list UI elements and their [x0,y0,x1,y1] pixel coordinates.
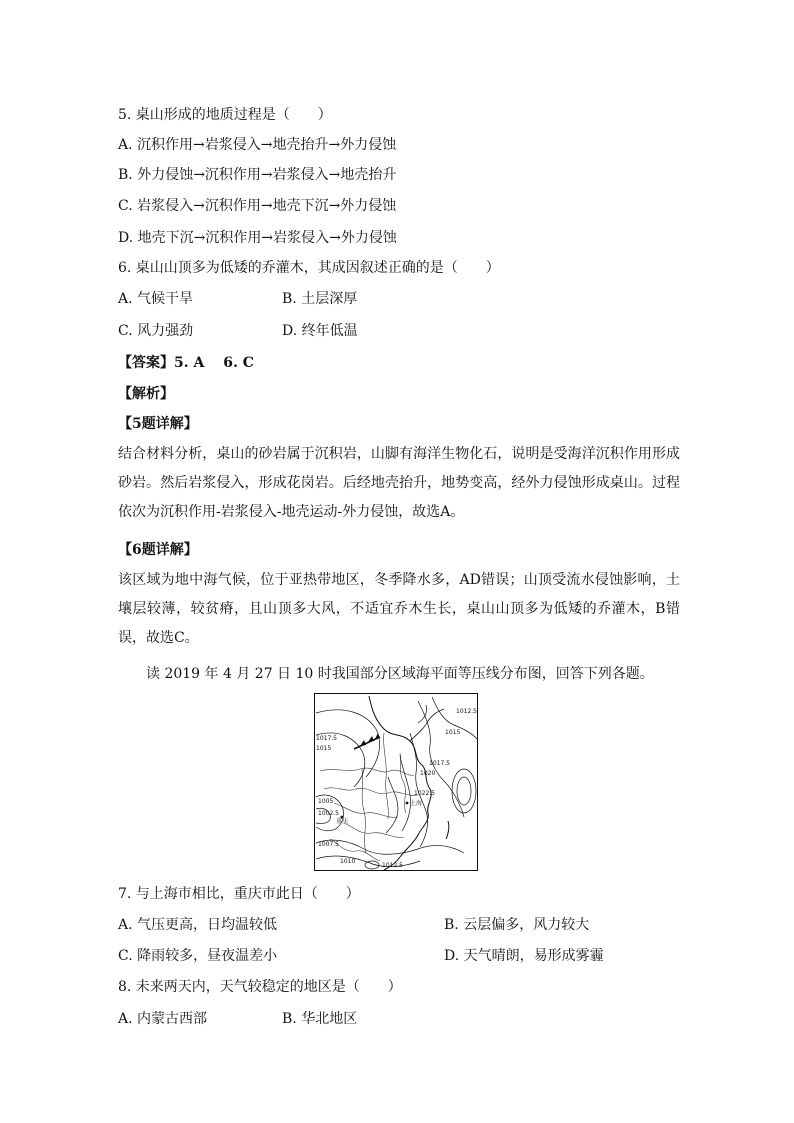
question-6-option-d: D. 终年低温 [282,323,358,339]
isobar-label: 1007.5 [318,841,339,848]
isobar-label: 1017.5 [316,735,337,742]
question-5-option-d: D. 地壳下沉→沉积作用→岩浆侵入→外力侵蚀 [118,230,397,246]
question-6-option-c: C. 风力强劲 [118,323,194,339]
question-5-option-c: C. 岩浆侵入→沉积作用→地壳下沉→外力侵蚀 [118,198,397,214]
question-7-stem: 7. 与上海市相比，重庆市此日（ ） [118,886,360,902]
question-6-option-b: B. 土层深厚 [282,291,358,307]
analysis-title: 【解析】 [118,386,174,402]
detail-5-text: 结合材料分析，桌山的砂岩属于沉积岩，山脚有海洋生物化石，说明是受海洋沉积作用形成砂岩。然后岩浆侵入，形成花岗岩。后经地壳抬升，地势变高，经外力侵蚀形成桌山。过程依次为沉积作用-岩浆侵入-地壳运动-外力侵蚀，故选A。 [118,446,680,520]
isobar-label: 1002.5 [318,810,339,817]
isobar-label: 1015 [445,729,461,736]
city-label-chongqing: 重庆 [336,818,349,825]
detail-6-title: 【6题详解】 [118,542,198,558]
question-5-option-a: A. 沉积作用→岩浆侵入→地壳抬升→外力侵蚀 [118,137,397,153]
question-7-option-d: D. 天气晴朗，易形成雾霾 [444,948,604,964]
question-7-option-a: A. 气压更高，日均温较低 [118,917,278,933]
isobar-label: 1015 [316,745,332,752]
isobar-label: 1012.5 [382,862,403,869]
question-5-stem: 5. 桌山形成的地质过程是（ ） [118,107,332,123]
isobar-label: 1017.5 [429,760,450,767]
question-8-option-a: A. 内蒙古西部 [118,1011,208,1027]
detail-5-title: 【5题详解】 [118,416,198,432]
question-8-option-b: B. 华北地区 [282,1011,358,1027]
question-7-option-b: B. 云层偏多，风力较大 [444,917,590,933]
isobar-label: 1005 [318,798,334,805]
city-label-shanghai: 上海 [410,800,423,807]
question-5-option-b: B. 外力侵蚀→沉积作用→岩浆侵入→地壳抬升 [118,167,397,183]
isobar-map-figure [314,693,478,871]
question-6-option-a: A. 气候干旱 [118,291,194,307]
question-7-option-c: C. 降雨较多，昼夜温差小 [118,948,278,964]
isobar-label: 1022.5 [414,790,435,797]
question-6-stem: 6. 桌山山顶多为低矮的乔灌木，其成因叙述正确的是（ ） [118,260,500,276]
isobar-label: 1012.5 [456,708,477,715]
isobar-label: 1010 [340,858,356,865]
answer-line: 【答案】5. A 6. C [118,355,254,371]
isobar-map [314,693,478,871]
detail-6-text: 该区域为地中海气候，位于亚热带地区，冬季降水多，AD错误；山顶受流水侵蚀影响，土壤层较薄，较贫瘠，且山顶多大风，不适宜乔木生长，桌山山顶多为低矮的乔灌木，B错误，故选C。 [118,572,680,646]
map-intro: 读 2019 年 4 月 27 日 10 时我国部分区域海平面等压线分布图，回答下列各题。 [146,666,654,682]
isobar-label: 1020 [420,770,436,777]
question-8-stem: 8. 未来两天内，天气较稳定的地区是（ ） [118,979,402,995]
